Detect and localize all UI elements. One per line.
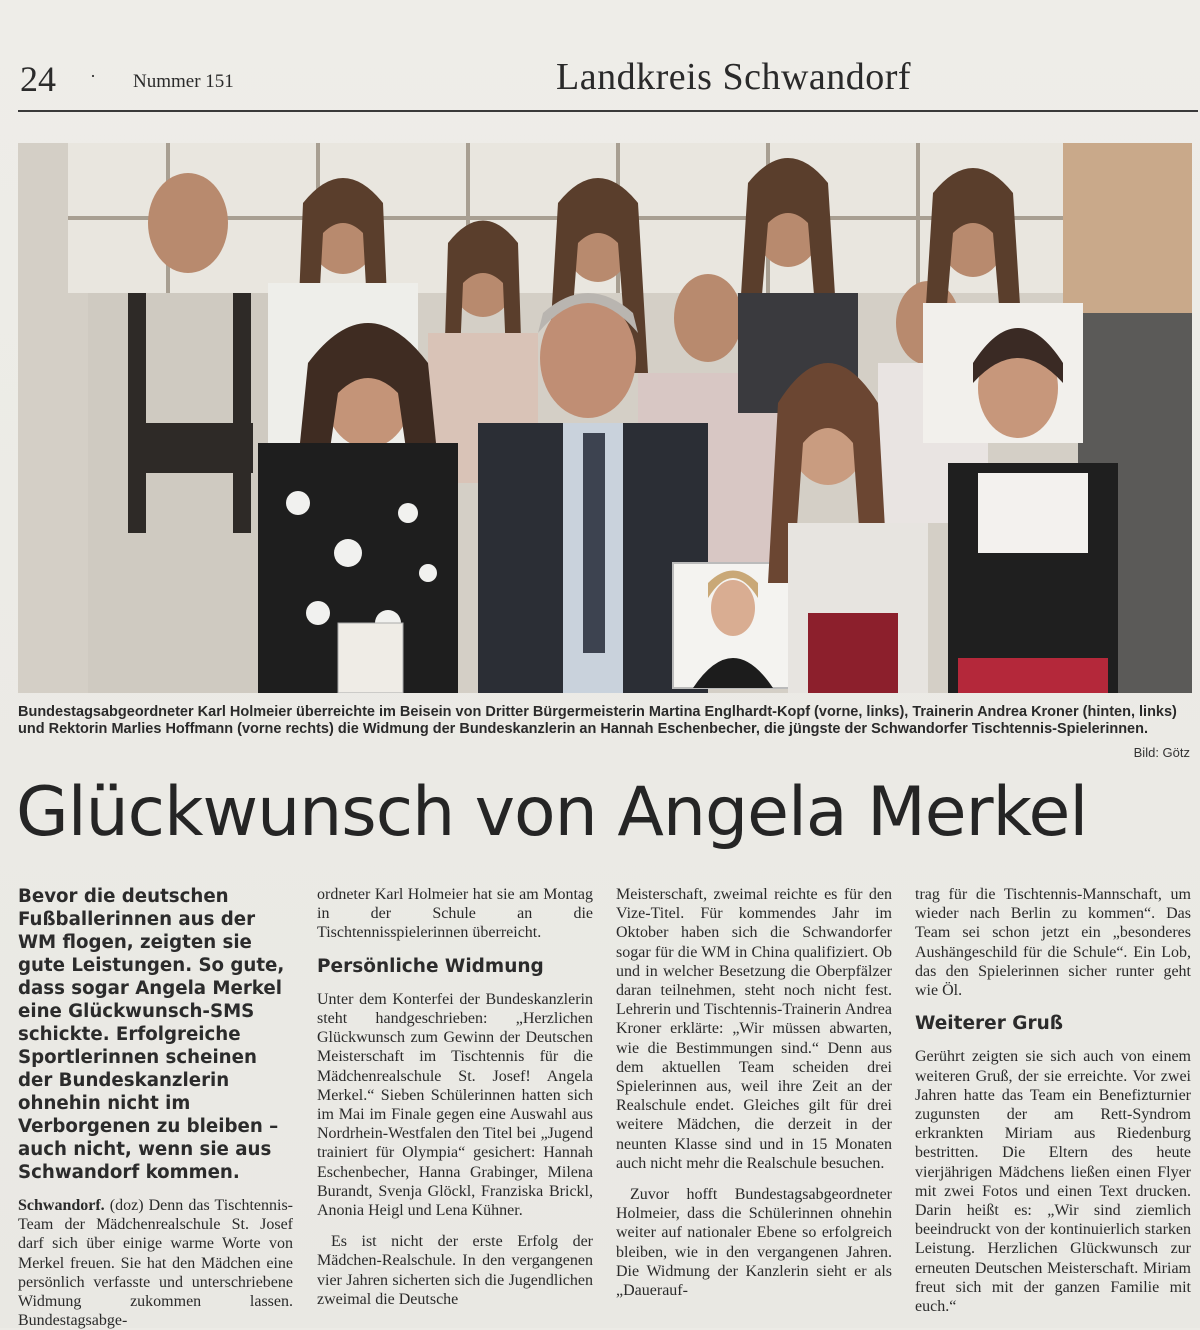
subheading-persoenliche-widmung: Persönliche Widmung [317,955,544,977]
subheading-weiterer-gruss: Weiterer Gruß [915,1013,1064,1035]
dateline: Schwandorf. [18,1197,105,1214]
header-separator: · [90,66,96,86]
photo-caption: Bundestagsabgeordneter Karl Holmeier überreichte im Beisein von Dritter Bürgermeisterin Martina Englhardt-Kopf (vorne, links), Trainerin Andrea Kroner (hinten, links) und Rektorin Marlies Hoffmann (vorne rechts) die Widmung der Bundeskanzlerin an Hannah Eschenbecher, die jüngste der Schwandorfer Tischtennis-Spielerinnen. [18,704,1177,737]
column-1 [18,885,293,1330]
column-4-paragraph-2: Gerührt zeigten sie sich auch von einem weiteren Gruß, der sie erreichte. Vor zwei Jahren hatte das Team ein Benefizturnier zugunsten der am Rett-Syndrom erkrankten Miriam aus Riedenburg bestritten. Die Eltern des heute vierjährigen Mädchens ließen einen Flyer mit zwei Fotos und einen Text drucken. Darin heißt es: „Wir sind ziemlich beeindruckt von der kontinuierlich starken Leistung. Herzlichen Glückwunsch zur erneuten Deutschen Meisterschaft. Miriam freut sich mit der ganzen Familie mit euch.“ [915,1048,1191,1316]
column-3-paragraph-2: Zuvor hofft Bundestagsabgeordneter Holmeier, dass die Schülerinnen ohnehin weiter auf nationaler Ebene so erfolgreich bleiben, wie in den vergangenen Jahren. Die Widmung der Kanzlerin sieht er als „Dauerauf- [616,1186,892,1300]
article-headline: Glückwunsch von Angela Merkel [16,773,1088,852]
column-3-paragraph-1: Meisterschaft, zweimal reichte es für den Vize-Titel. Für kommendes Jahr im Oktober haben sich die Schwandorfer sogar für die WM in China qualifiziert. Ob und in welcher Besetzung die Oberpfälzer daran teilnehmen, steht noch nicht fest. Lehrerin und Tischtennis-Trainerin Andrea Kroner erklärte: „Wir müssen abwarten, wie die Bestimmungen sind.“ Denn aus dem aktuellen Team scheiden drei Spielerinnen aus, weil ihre Zeit an der Realschule endet. Gleiches gilt für drei weitere Mädchen, die derzeit in der neunten Klasse sind und in 15 Monaten auch nicht mehr die Realschule besuchen. [616,886,892,1172]
article-lead: Bevor die deutschen Fußballerinnen aus der WM flogen, zeigten sie gute Leistungen. So gute, dass sogar Angela Merkel eine Glückwunsch-SMS schickte. Erfolgreiche Sportlerinnen scheinen der Bundeskanzlerin ohnehin nicht im Verborgenen zu bleiben – auch nicht, wenn sie aus Schwandorf kommen. [18,886,285,1183]
issue-number: Nummer 151 [133,71,234,92]
column-2 [317,885,593,1309]
group-photo-illustration [18,143,1192,693]
column-2-paragraph-3: Es ist nicht der erste Erfolg der Mädchen-Realschule. In den vergangenen vier Jahren sicherten sich die Jugendlichen zweimal die Deutsche [317,1233,593,1308]
group-photo [18,143,1192,693]
column-2-paragraph-1: ordneter Karl Holmeier hat sie am Montag in der Schule an die Tischtennisspielerinnen überreicht. [317,886,593,942]
section-title: Landkreis Schwandorf [556,56,912,98]
column-4 [915,885,1191,1316]
page-number: 24 [20,59,56,99]
column-1-body: Schwandorf. (doz) Denn das Tischtennis-Team der Mädchenrealschule St. Josef darf sich über einige warme Worte von Merkel freuen. Sie hat den Mädchen eine persönlich verfasste und unterschriebene Widmung zukommen lassen. Bundestagsabge- [18,1197,294,1330]
column-4-paragraph-1: trag für die Tischtennis-Mannschaft, um wieder nach Berlin zu kommen“. Das Team sei schon jetzt ein „besonderes Aushängeschild für die Schule“. Ein Lob, das den Spielerinnen sicher runter geht wie Öl. [915,886,1191,1000]
column-2-paragraph-2: Unter dem Konterfei der Bundeskanzlerin steht handgeschrieben: „Herzlichen Glückwunsch zum Gewinn der Deutschen Meisterschaft im Tischtennis für die Mädchenrealschule St. Josef! Angela Merkel.“ Sieben Schülerinnen hatten sich im Mai im Finale gegen eine Auswahl aus Nordrhein-Westfalen den Titel bei „Jugend trainiert für Olympia“ gesichert: Hannah Eschenbecher, Hanna Grabinger, Milena Burandt, Svenja Glöckl, Franziska Brickl, Anonia Heigl und Lena Kühner. [317,990,593,1220]
header-rule [18,110,1198,112]
column-3 [616,885,892,1300]
photo-credit: Bild: Götz [1133,745,1190,760]
